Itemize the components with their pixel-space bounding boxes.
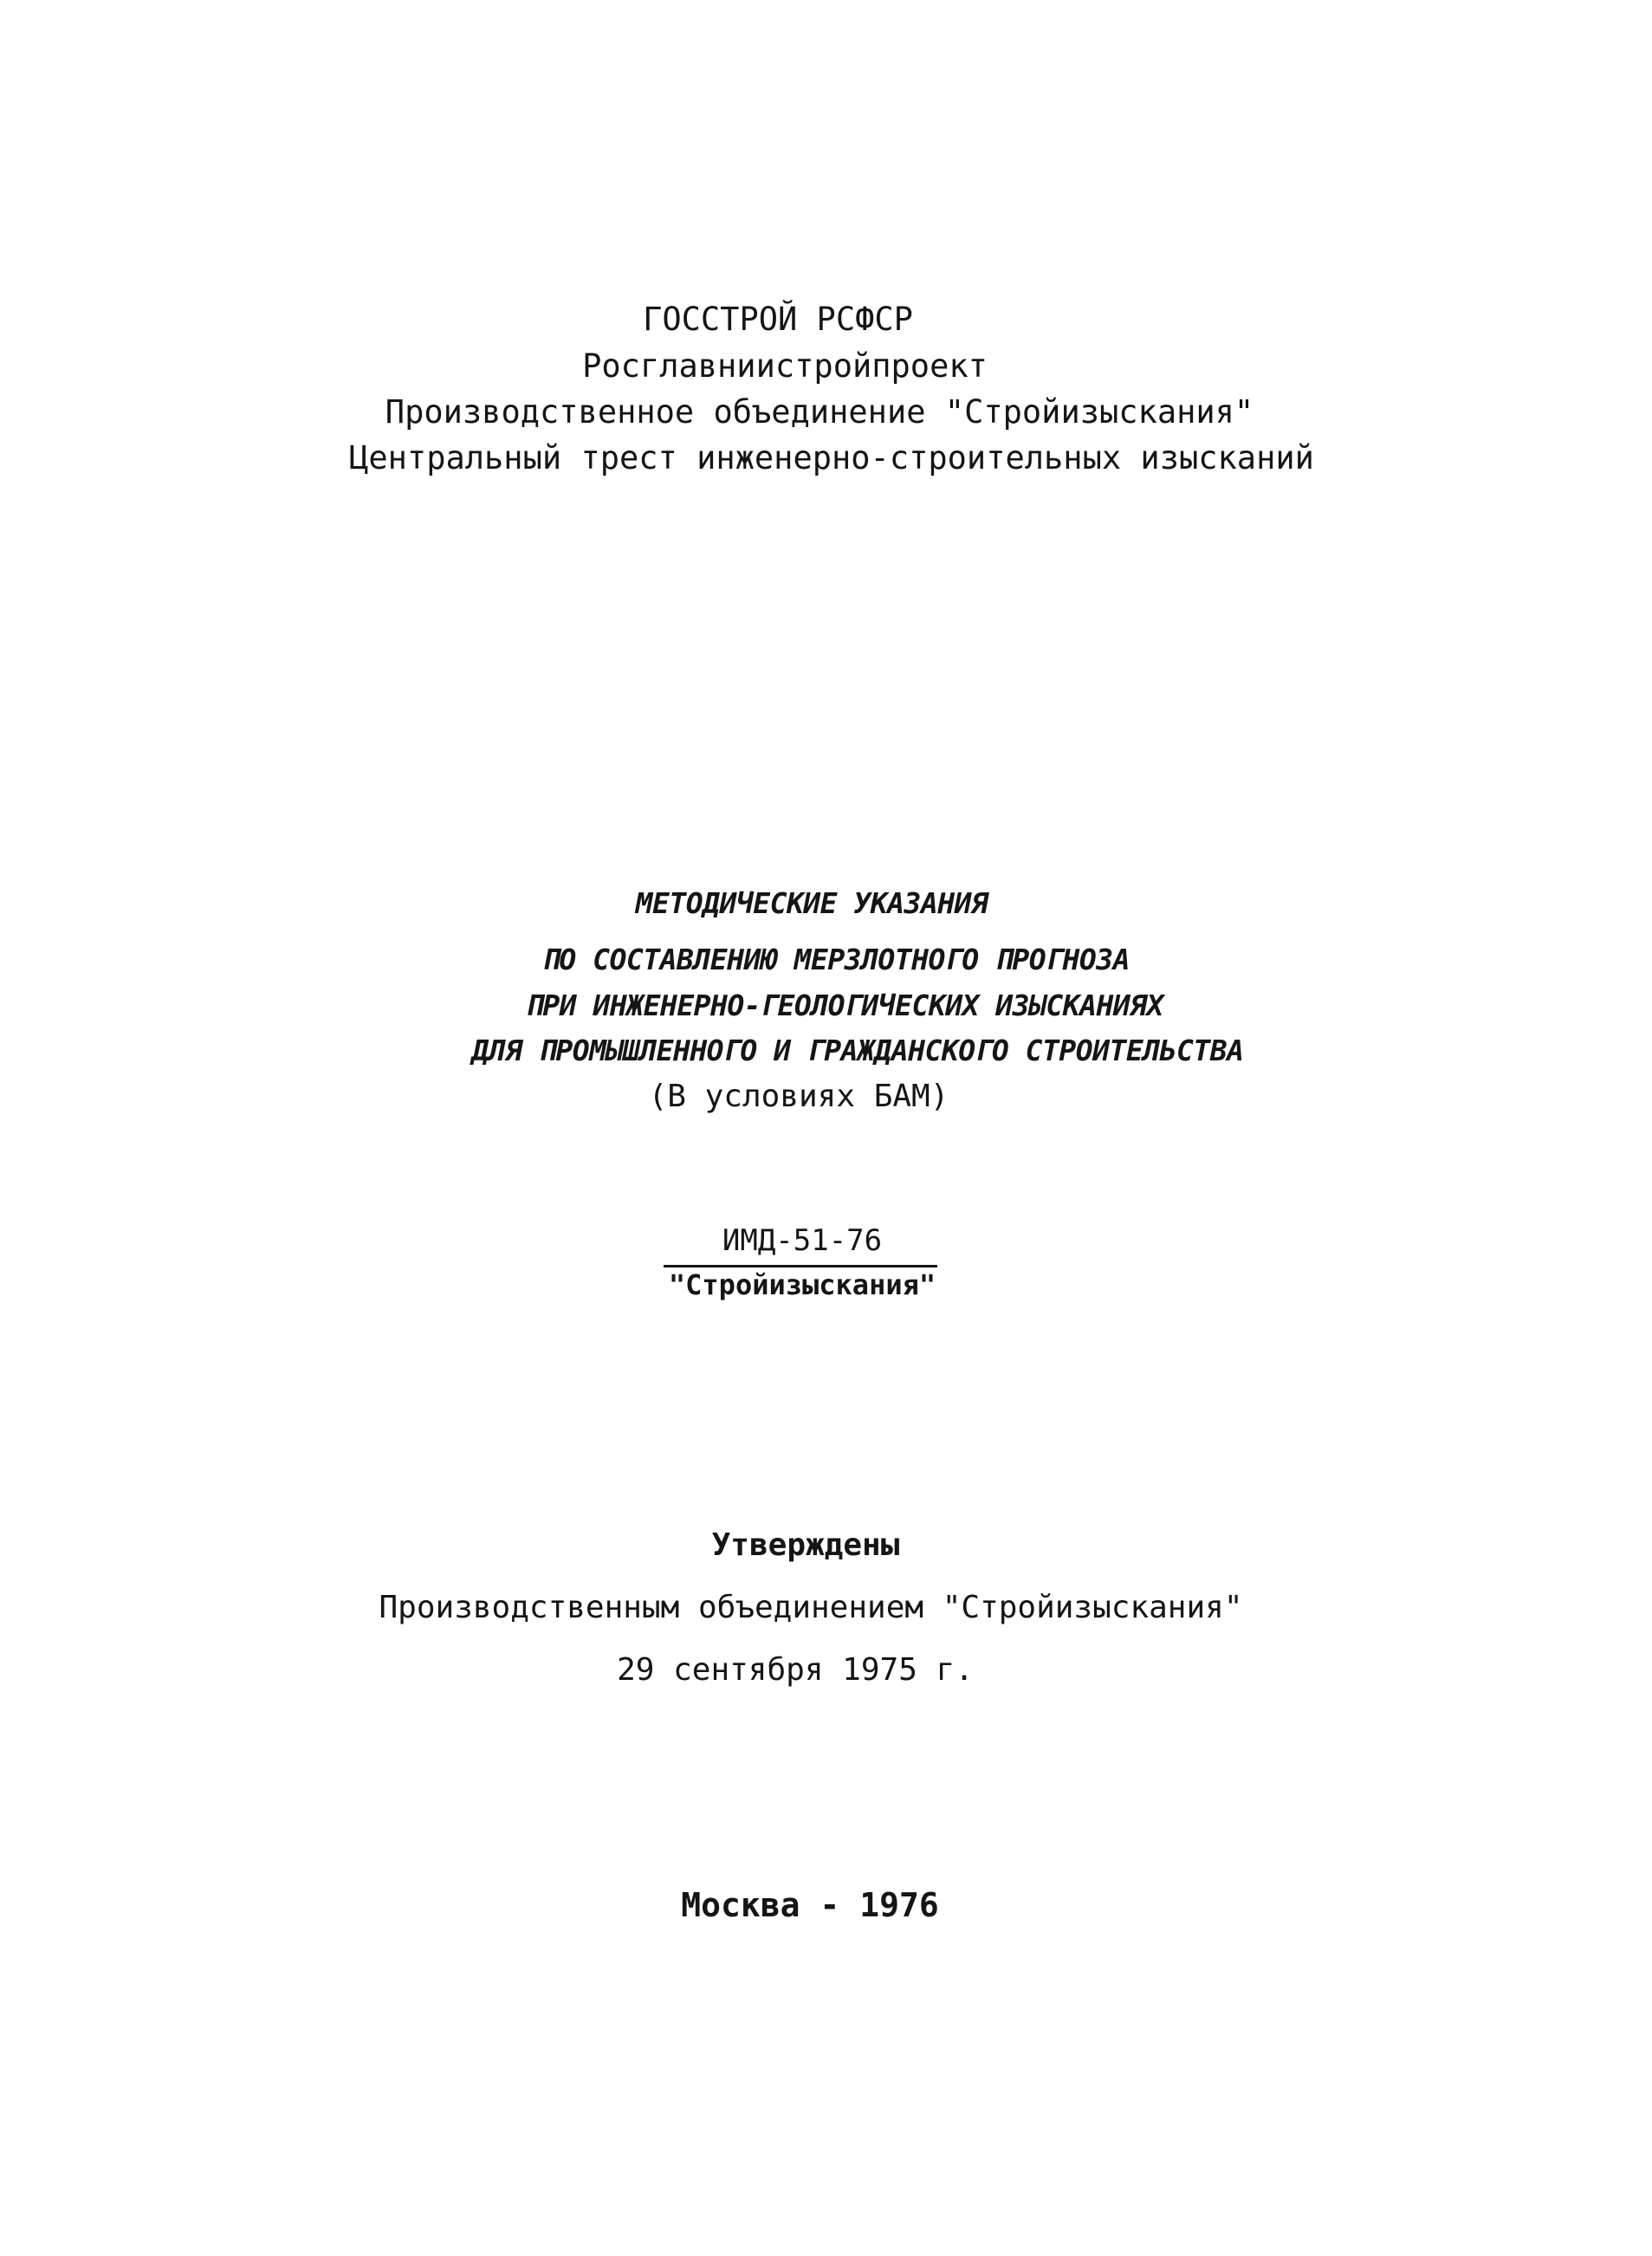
document-title-line-4: ДЛЯ ПРОМЫШЛЕННОГО И ГРАЖДАНСКОГО СТРОИТЕЛЬСТВА xyxy=(471,1034,1244,1067)
publisher-label: "Стройизыскания" xyxy=(668,1268,936,1301)
document-title: МЕТОДИЧЕСКИЕ УКАЗАНИЯ xyxy=(635,886,988,920)
designation-rule xyxy=(664,1265,937,1267)
document-title-line-2: ПО СОСТАВЛЕНИЮ МЕРЗЛОТНОГО ПРОГНОЗА xyxy=(542,943,1130,976)
approval-authority: Производственным объединением "Стройизыскания" xyxy=(379,1590,1243,1625)
approval-date: 29 сентября 1975 г. xyxy=(617,1652,974,1688)
document-title-line-3: ПРИ ИНЖЕНЕРНО-ГЕОЛОГИЧЕСКИХ ИЗЫСКАНИЯХ xyxy=(526,989,1163,1022)
header-association: Производственное объединение "Стройизыскания" xyxy=(385,393,1254,431)
header-trust: Центральный трест инженерно-строительных изысканий xyxy=(349,439,1314,476)
imprint: Москва - 1976 xyxy=(681,1886,939,1924)
approval-title: Утверждены xyxy=(711,1527,900,1563)
header-agency: ГОССТРОЙ РСФСР xyxy=(643,301,913,338)
document-subtitle: (В условиях БАМ) xyxy=(648,1079,949,1114)
header-department: Росглавниистройпроект xyxy=(582,347,988,385)
document-designation: ИМД-51-76 xyxy=(722,1223,883,1258)
